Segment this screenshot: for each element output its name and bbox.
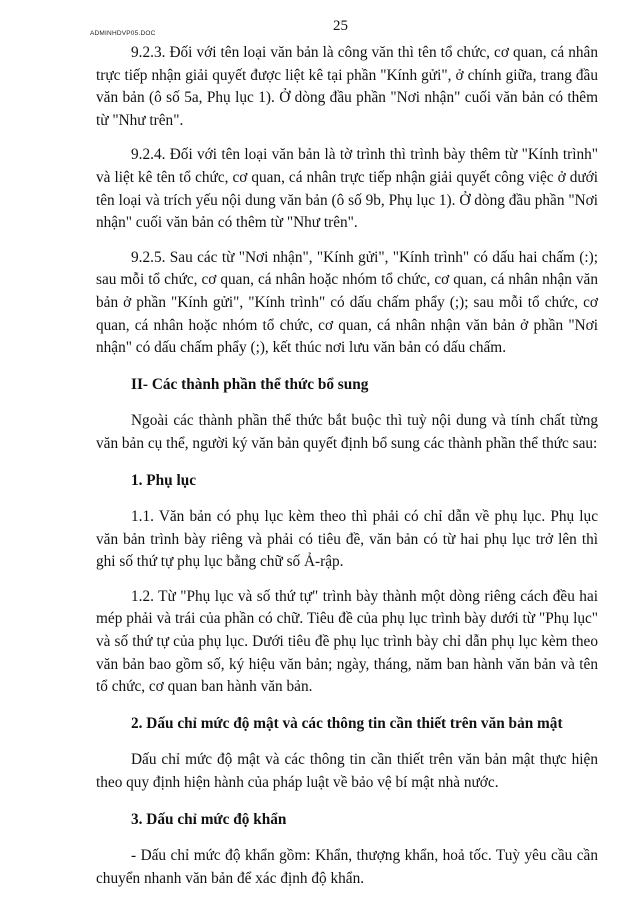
heading-secret-mark: 2. Dấu chỉ mức độ mật và các thông tin cần thiết trên văn bản mật	[131, 714, 563, 732]
paragraph-9-2-4: 9.2.4. Đối với tên loại văn bản là tờ trình thì trình bày thêm từ "Kính trình" và liệt kê tên tổ chức, cơ quan, cá nhân trực tiếp nhận giải quyết công việc ở dưới tên loại và trích yếu nội dung văn bản (ô số 9b, Phụ lục 1). Ở dòng đầu phần "Nơi nhận" cuối văn bản có thêm từ "Như trên".	[96, 146, 598, 232]
section-heading-additional-components: II- Các thành phần thể thức bổ sung	[131, 375, 369, 393]
paragraph-9-2-5: 9.2.5. Sau các từ "Nơi nhận", "Kính gửi", "Kính trình" có dấu hai chấm (:); sau mỗi tổ chức, cơ quan, cá nhân hoặc nhóm tổ chức, cơ quan, cá nhân nhận văn bản ở phần "Kính gửi", "Kính trình" có dấu chấm phẩy (;); sau mỗi tổ chức, cơ quan, cá nhân hoặc nhóm tổ chức, cơ quan, cá nhân nhận văn bản ở phần "Nơi nhận" có dấu chấm phẩy (;), kết thúc nơi lưu văn bản có dấu chấm.	[96, 248, 598, 357]
paragraph-1-2: 1.2. Từ "Phụ lục và số thứ tự" trình bày thành một dòng riêng cách đều hai mép phải và trái của phần có chữ. Tiêu đề của phụ lục trình bày dưới từ "Phụ lục" và số thứ tự của phụ lục. Dưới tiêu đề phụ lục trình bày chỉ dẫn phụ lục kèm theo văn bản bao gồm số, ký hiệu văn bản; ngày, tháng, năm ban hành văn bản và tên tổ chức, cơ quan ban hành văn bản.	[96, 587, 598, 696]
heading-appendix: 1. Phụ lục	[131, 471, 197, 489]
paragraph-urgency-mark: - Dấu chỉ mức độ khẩn gồm: Khẩn, thượng khẩn, hoả tốc. Tuỳ yêu cầu cần chuyển nhanh văn bản để xác định độ khẩn.	[96, 847, 598, 887]
paragraph-additional-intro: Ngoài các thành phần thể thức bắt buộc thì tuỳ nội dung và tính chất từng văn bản cụ thể, người ký văn bản quyết định bổ sung các thành phần thể thức sau:	[96, 412, 598, 452]
file-name-header: ADMINHDVP05.DOC	[90, 30, 156, 37]
heading-urgency-mark: 3. Dấu chỉ mức độ khẩn	[131, 810, 287, 828]
page-number: 25	[333, 18, 348, 34]
paragraph-9-2-3: 9.2.3. Đối với tên loại văn bản là công văn thì tên tổ chức, cơ quan, cá nhân trực tiếp nhận giải quyết được liệt kê tại phần "Kính gửi", ở chính giữa, trang đầu văn bản (ô số 5a, Phụ lục 1). Ở dòng đầu phần "Nơi nhận" cuối văn bản có thêm từ "Như trên".	[96, 44, 598, 129]
paragraph-1-1: 1.1. Văn bản có phụ lục kèm theo thì phải có chỉ dẫn về phụ lục. Phụ lục văn bản trình bày riêng và phải có tiêu đề, văn bản có từ hai phụ lục trở lên thì ghi số thứ tự phụ lục bằng chữ số Ả-rập.	[96, 508, 598, 571]
document-body	[96, 42, 598, 890]
paragraph-secret-mark: Dấu chỉ mức độ mật và các thông tin cần thiết trên văn bản mật thực hiện theo quy định hiện hành của pháp luật về bảo vệ bí mật nhà nước.	[96, 751, 598, 792]
